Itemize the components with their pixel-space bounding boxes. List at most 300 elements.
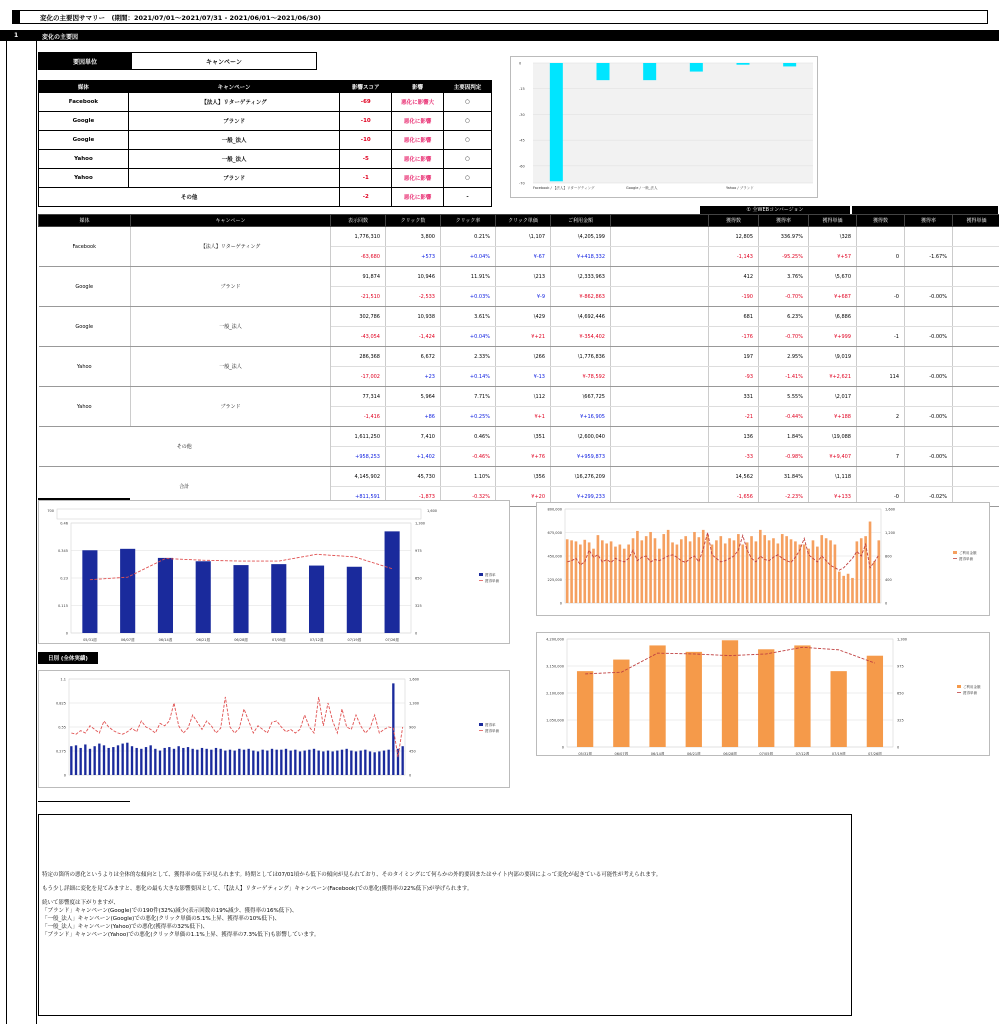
campaign-cell: ブランド (128, 169, 339, 188)
detail-col-header: 獲得率 (759, 215, 809, 227)
y-tick-label: -60 (519, 164, 525, 169)
bar (649, 532, 652, 603)
value-cell (857, 307, 905, 327)
bar (722, 640, 738, 747)
bar (238, 749, 240, 775)
diff-cell: -0.32% (441, 487, 496, 507)
legend-label: 獲得単価 (959, 557, 973, 561)
bar (597, 535, 600, 603)
diff-cell: +0.04% (441, 247, 496, 267)
value-cell: \266 (496, 347, 551, 367)
bar (402, 746, 404, 775)
bar (262, 750, 264, 775)
top-strip (57, 509, 421, 519)
bar (285, 749, 287, 775)
diff-cell: -1.67% (905, 247, 953, 267)
value-cell: \4,205,199 (551, 227, 611, 247)
campaign-cell: 一般_法人 (131, 347, 331, 387)
legend-label: 獲得率 (485, 723, 496, 727)
bar (243, 750, 245, 775)
bar (196, 750, 198, 775)
value-cell: 77,314 (331, 387, 386, 407)
bar (168, 747, 170, 775)
x-tick-label: 06/07週 (614, 752, 629, 755)
diff-cell: ¥+21 (496, 327, 551, 347)
diff-cell: -176 (709, 327, 759, 347)
col-media: 媒体 (39, 81, 129, 93)
bar (332, 751, 334, 775)
legend-swatch (479, 723, 483, 726)
bar (210, 750, 212, 775)
bar (619, 545, 622, 603)
diff-cell: ¥+959,873 (551, 447, 611, 467)
bar (98, 744, 100, 775)
x-tick-label: 07/05週 (759, 752, 774, 755)
factor-table (38, 80, 492, 207)
value-cell: \667,725 (551, 387, 611, 407)
bar (831, 671, 847, 747)
value-cell (953, 267, 999, 287)
section-title: 変化の主要因 (42, 34, 79, 41)
detail-col-header: クリック単価 (496, 215, 551, 227)
bar (790, 539, 793, 603)
value-cell (905, 227, 953, 247)
bar (233, 565, 248, 633)
y-tick-label: 0 (561, 745, 564, 750)
bar (84, 744, 86, 775)
y-tick-label: 1,050,000 (546, 718, 564, 723)
bar (159, 751, 161, 775)
bar (388, 750, 390, 775)
impact-cell: 悪化に影響大 (392, 93, 444, 112)
value-cell: \2,333,963 (551, 267, 611, 287)
diff-cell: -0.00% (905, 367, 953, 387)
x-tick-label: 06/07週 (120, 638, 135, 642)
y-tick-label: 225,000 (547, 578, 562, 582)
legend-swatch (957, 685, 961, 688)
value-cell: \328 (809, 227, 857, 247)
x-tick-label: Yahoo / ブランド (726, 186, 754, 190)
campaign-cell: その他 (39, 188, 340, 207)
y-tick-label: 450,000 (547, 554, 562, 559)
bar (206, 749, 208, 775)
y-tick-label: -45 (519, 138, 525, 143)
diff-cell: -63,680 (331, 247, 386, 267)
bar (649, 645, 665, 747)
bar (577, 671, 593, 747)
detail-col-header: 媒体 (39, 215, 131, 227)
y-tick-label: 0.46 (60, 521, 68, 526)
value-cell: 45,730 (386, 467, 441, 487)
y-tick-label: 0 (559, 601, 562, 606)
bar (758, 649, 774, 747)
legend-label: ご利用金額 (959, 551, 977, 555)
y2-tick-label: 975 (897, 664, 904, 669)
bar (192, 749, 194, 775)
value-cell (611, 427, 709, 447)
section-rule (36, 41, 37, 1024)
score-cell: -10 (340, 131, 392, 150)
value-cell: \429 (496, 307, 551, 327)
bar (645, 536, 648, 603)
col-campaign: キャンペーン (128, 81, 339, 93)
value-cell (953, 387, 999, 407)
diff-cell: ¥+76 (496, 447, 551, 467)
x-tick-label: Facebook / 【法人】リターゲティング (533, 186, 595, 190)
diff-cell: ¥+20 (496, 487, 551, 507)
diff-cell: ¥+299,233 (551, 487, 611, 507)
bar (772, 538, 775, 603)
diff-cell: ¥+1 (496, 407, 551, 427)
value-cell: 12,805 (709, 227, 759, 247)
value-cell (857, 347, 905, 367)
x-tick-label: 06/14週 (650, 752, 665, 755)
bar (785, 536, 788, 603)
bar (154, 749, 156, 775)
x-tick-label: 05/31週 (83, 638, 97, 642)
campaign-cell: 一般_法人 (131, 307, 331, 347)
divider (38, 801, 130, 802)
diff-cell: -0.98% (759, 447, 809, 467)
bar (308, 750, 310, 775)
bar (755, 541, 758, 603)
bar (229, 750, 231, 775)
diff-cell: +23 (386, 367, 441, 387)
y-tick-label: -15 (519, 87, 525, 92)
bar (299, 751, 301, 775)
legend-swatch (953, 551, 957, 554)
bar (601, 540, 604, 603)
y2-tick-label: 0 (409, 773, 412, 778)
table-row-other (39, 188, 492, 207)
flag-cell: ○ (444, 169, 492, 188)
value-cell: 3,800 (386, 227, 441, 247)
bar (671, 542, 674, 603)
table-row (39, 227, 999, 247)
diff-cell (953, 247, 999, 267)
y-tick-label: 4,200,000 (546, 637, 564, 642)
diff-cell: +86 (386, 407, 441, 427)
flag-cell: - (444, 188, 492, 207)
diff-cell: -0.46% (441, 447, 496, 467)
table-row (39, 387, 999, 407)
bar (676, 545, 679, 603)
bar (103, 745, 105, 775)
value-cell: 286,368 (331, 347, 386, 367)
diff-cell: -0.44% (759, 407, 809, 427)
bar (75, 745, 77, 775)
diff-cell: -95.25% (759, 247, 809, 267)
diff-cell: 114 (857, 367, 905, 387)
value-cell: 2.95% (759, 347, 809, 367)
bar (741, 545, 744, 603)
value-cell (953, 467, 999, 487)
title-bar (12, 10, 988, 24)
bar (252, 751, 254, 775)
impact-cell: 悪化に影響 (392, 150, 444, 169)
legend-label: ご利用金額 (963, 685, 981, 689)
y-tick-label: 0.345 (57, 549, 68, 553)
value-cell (905, 467, 953, 487)
media-cell: Yahoo (39, 169, 129, 188)
y-tick-label: 700 (47, 509, 54, 513)
bar (369, 751, 371, 775)
bar (750, 536, 753, 603)
x-tick-label: 07/05週 (271, 638, 286, 642)
bar (860, 538, 863, 603)
bar (777, 543, 780, 603)
x-tick-label: 07/19週 (347, 638, 362, 642)
value-cell (611, 267, 709, 287)
diff-cell: ¥-67 (496, 247, 551, 267)
bar (728, 538, 731, 603)
y-tick-label: 3,150,000 (546, 664, 564, 669)
media-cell: Facebook (39, 93, 129, 112)
analysis-p2: もう少し詳細に変化を見てみますと、悪化の最も大きな影響要因として、「【法人】リターゲティング」キャンペーン(Facebook)での悪化(獲得率の22%低下)が挙げられます。 (42, 886, 473, 892)
y2-tick-label: 325 (897, 718, 904, 723)
bar (794, 541, 797, 603)
legend-label: 獲得単価 (963, 691, 977, 695)
diff-cell: ¥-78,592 (551, 367, 611, 387)
bar (383, 751, 385, 775)
col-flag: 主要因判定 (444, 81, 492, 93)
value-cell (953, 427, 999, 447)
y2-tick-label: 1,600 (409, 677, 420, 682)
diff-cell: -0.00% (905, 407, 953, 427)
bar (693, 532, 696, 603)
x-tick-label: Google / 一般_法人 (626, 186, 658, 190)
campaign-cell: 合計 (39, 467, 331, 507)
bar (636, 531, 639, 603)
diff-cell (953, 327, 999, 347)
bar (280, 750, 282, 775)
bar (318, 751, 320, 775)
value-cell: 10,938 (386, 307, 441, 327)
diff-cell (611, 447, 709, 467)
y2-tick-label: 1,200 (885, 531, 896, 535)
impact-cell: 悪化に影響 (392, 131, 444, 150)
value-cell (611, 467, 709, 487)
bar (632, 538, 635, 603)
value-cell: 1.10% (441, 467, 496, 487)
bar (126, 743, 128, 775)
bar (385, 531, 400, 633)
bar (196, 561, 211, 633)
bar (234, 751, 236, 775)
bar (867, 656, 883, 747)
y2-tick-label: 0 (415, 631, 418, 636)
diff-cell: ¥-13 (496, 367, 551, 387)
value-cell: 0.46% (441, 427, 496, 447)
campaign-cell: 一般_法人 (128, 150, 339, 169)
detail-col-header: 獲得数 (709, 215, 759, 227)
diff-cell: -1,416 (331, 407, 386, 427)
diff-cell: -93 (709, 367, 759, 387)
table-row (39, 93, 492, 112)
value-cell: \112 (496, 387, 551, 407)
score-cell: -5 (340, 150, 392, 169)
bar (610, 541, 613, 603)
bar (94, 746, 96, 775)
legend-label: 獲得単価 (485, 729, 499, 733)
diff-cell: ¥+16,905 (551, 407, 611, 427)
bar (613, 660, 629, 747)
bar (276, 750, 278, 775)
value-cell: \1,118 (809, 467, 857, 487)
bar (842, 576, 845, 603)
table-row (39, 169, 492, 188)
weekly-cost-chart (536, 632, 990, 756)
y2-tick-label: 800 (885, 554, 892, 559)
y-tick-label: 0.275 (55, 749, 66, 754)
diff-cell: -17,002 (331, 367, 386, 387)
bar (304, 751, 306, 775)
diff-cell: -21 (709, 407, 759, 427)
bar (341, 750, 343, 775)
bar (829, 540, 832, 603)
value-cell: 14,562 (709, 467, 759, 487)
x-tick-label: 07/26週 (868, 752, 882, 755)
bar (877, 540, 880, 603)
diff-cell: ¥+57 (809, 247, 857, 267)
impact-cell: 悪化に影響 (392, 112, 444, 131)
value-cell: \4,692,446 (551, 307, 611, 327)
value-cell: \9,019 (809, 347, 857, 367)
bar (873, 561, 876, 603)
value-cell: 1.84% (759, 427, 809, 447)
flag-cell: ○ (444, 131, 492, 150)
diff-cell: ¥-862,863 (551, 287, 611, 307)
media-cell: Yahoo (39, 150, 129, 169)
value-cell: 5.55% (759, 387, 809, 407)
value-cell: 412 (709, 267, 759, 287)
x-tick-label: 06/21週 (196, 638, 211, 642)
diff-cell (953, 367, 999, 387)
bar (224, 751, 226, 775)
flag-cell: ○ (444, 150, 492, 169)
value-cell: 7,410 (386, 427, 441, 447)
analysis-l1: 「ブランド」キャンペーン(Google)での190件(32%)減少(表示回数の19%減少、獲得率の16%低下)、 (42, 908, 298, 914)
y2-tick-label: 400 (885, 578, 892, 582)
bar (643, 63, 656, 80)
x-tick-label: 06/28週 (723, 752, 737, 755)
value-cell: \6,886 (809, 307, 857, 327)
campaign-cell: 【法人】リターゲティング (131, 227, 331, 267)
value-cell: 6.23% (759, 307, 809, 327)
value-cell: 10,946 (386, 267, 441, 287)
media-cell: Google (39, 267, 131, 307)
bar (623, 549, 626, 603)
bar (131, 746, 133, 775)
bar (322, 751, 324, 775)
diff-cell: -1,656 (709, 487, 759, 507)
value-cell: \213 (496, 267, 551, 287)
bar (768, 540, 771, 603)
bar (150, 745, 152, 775)
bar (313, 749, 315, 775)
bar (136, 748, 138, 775)
value-cell: 6,672 (386, 347, 441, 367)
score-cell: -10 (340, 112, 392, 131)
bar (374, 752, 376, 775)
value-cell (953, 227, 999, 247)
value-cell: 4,145,902 (331, 467, 386, 487)
bar (834, 545, 837, 603)
page-rule (6, 41, 7, 1024)
table-row (39, 150, 492, 169)
diff-cell: +0.25% (441, 407, 496, 427)
bar (667, 530, 670, 603)
bar (257, 751, 259, 775)
detail-col-header: キャンペーン (131, 215, 331, 227)
bar (70, 746, 72, 775)
x-tick-label: 07/12週 (795, 752, 810, 755)
bar (570, 540, 573, 603)
bar (825, 538, 828, 603)
bar (215, 748, 217, 775)
bar (658, 549, 661, 603)
diff-cell: -21,510 (331, 287, 386, 307)
diff-cell: -0.00% (905, 327, 953, 347)
value-cell: \1,107 (496, 227, 551, 247)
bar (816, 547, 819, 603)
diff-cell: ¥+133 (809, 487, 857, 507)
value-cell (857, 267, 905, 287)
campaign-cell: ブランド (131, 387, 331, 427)
y-tick-label: 800,000 (547, 507, 562, 512)
value-cell: 0.21% (441, 227, 496, 247)
bar (690, 63, 703, 72)
value-cell: 331 (709, 387, 759, 407)
value-cell (905, 307, 953, 327)
impact-cell: 悪化に影響 (392, 188, 444, 207)
bar (733, 540, 736, 603)
value-cell (611, 307, 709, 327)
table-row (39, 427, 999, 447)
bar (689, 541, 692, 603)
value-cell (857, 227, 905, 247)
diff-cell: ¥+999 (809, 327, 857, 347)
diff-cell (953, 407, 999, 427)
bar (550, 63, 563, 181)
value-cell (611, 387, 709, 407)
flag-cell: ○ (444, 112, 492, 131)
bar (702, 530, 705, 603)
bar (164, 748, 166, 775)
score-chart-svg (511, 57, 817, 197)
bar (783, 63, 796, 66)
detail-col-header: 獲得率 (905, 215, 953, 227)
diff-cell (953, 287, 999, 307)
bar (614, 547, 617, 603)
section-header (0, 30, 999, 41)
bar (290, 751, 292, 775)
section-number: 1 (14, 32, 19, 39)
campaign-cell: ブランド (128, 112, 339, 131)
page-title: 変化の主要因サマリー (期間：2021/07/01〜2021/07/31 - 2021/06/01〜2021/06/30) (40, 14, 321, 22)
y2-tick-label: 450 (409, 749, 416, 754)
detail-col-header: ご利用金額 (551, 215, 611, 227)
value-cell: 1,776,310 (331, 227, 386, 247)
bar (378, 751, 380, 775)
bar (355, 751, 357, 775)
x-tick-label: 07/19週 (831, 752, 846, 755)
y-tick-label: 0.825 (55, 701, 66, 706)
y2-tick-label: 975 (415, 549, 422, 553)
y-tick-label: 0 (519, 61, 522, 66)
diff-cell: +573 (386, 247, 441, 267)
bar (781, 534, 784, 603)
